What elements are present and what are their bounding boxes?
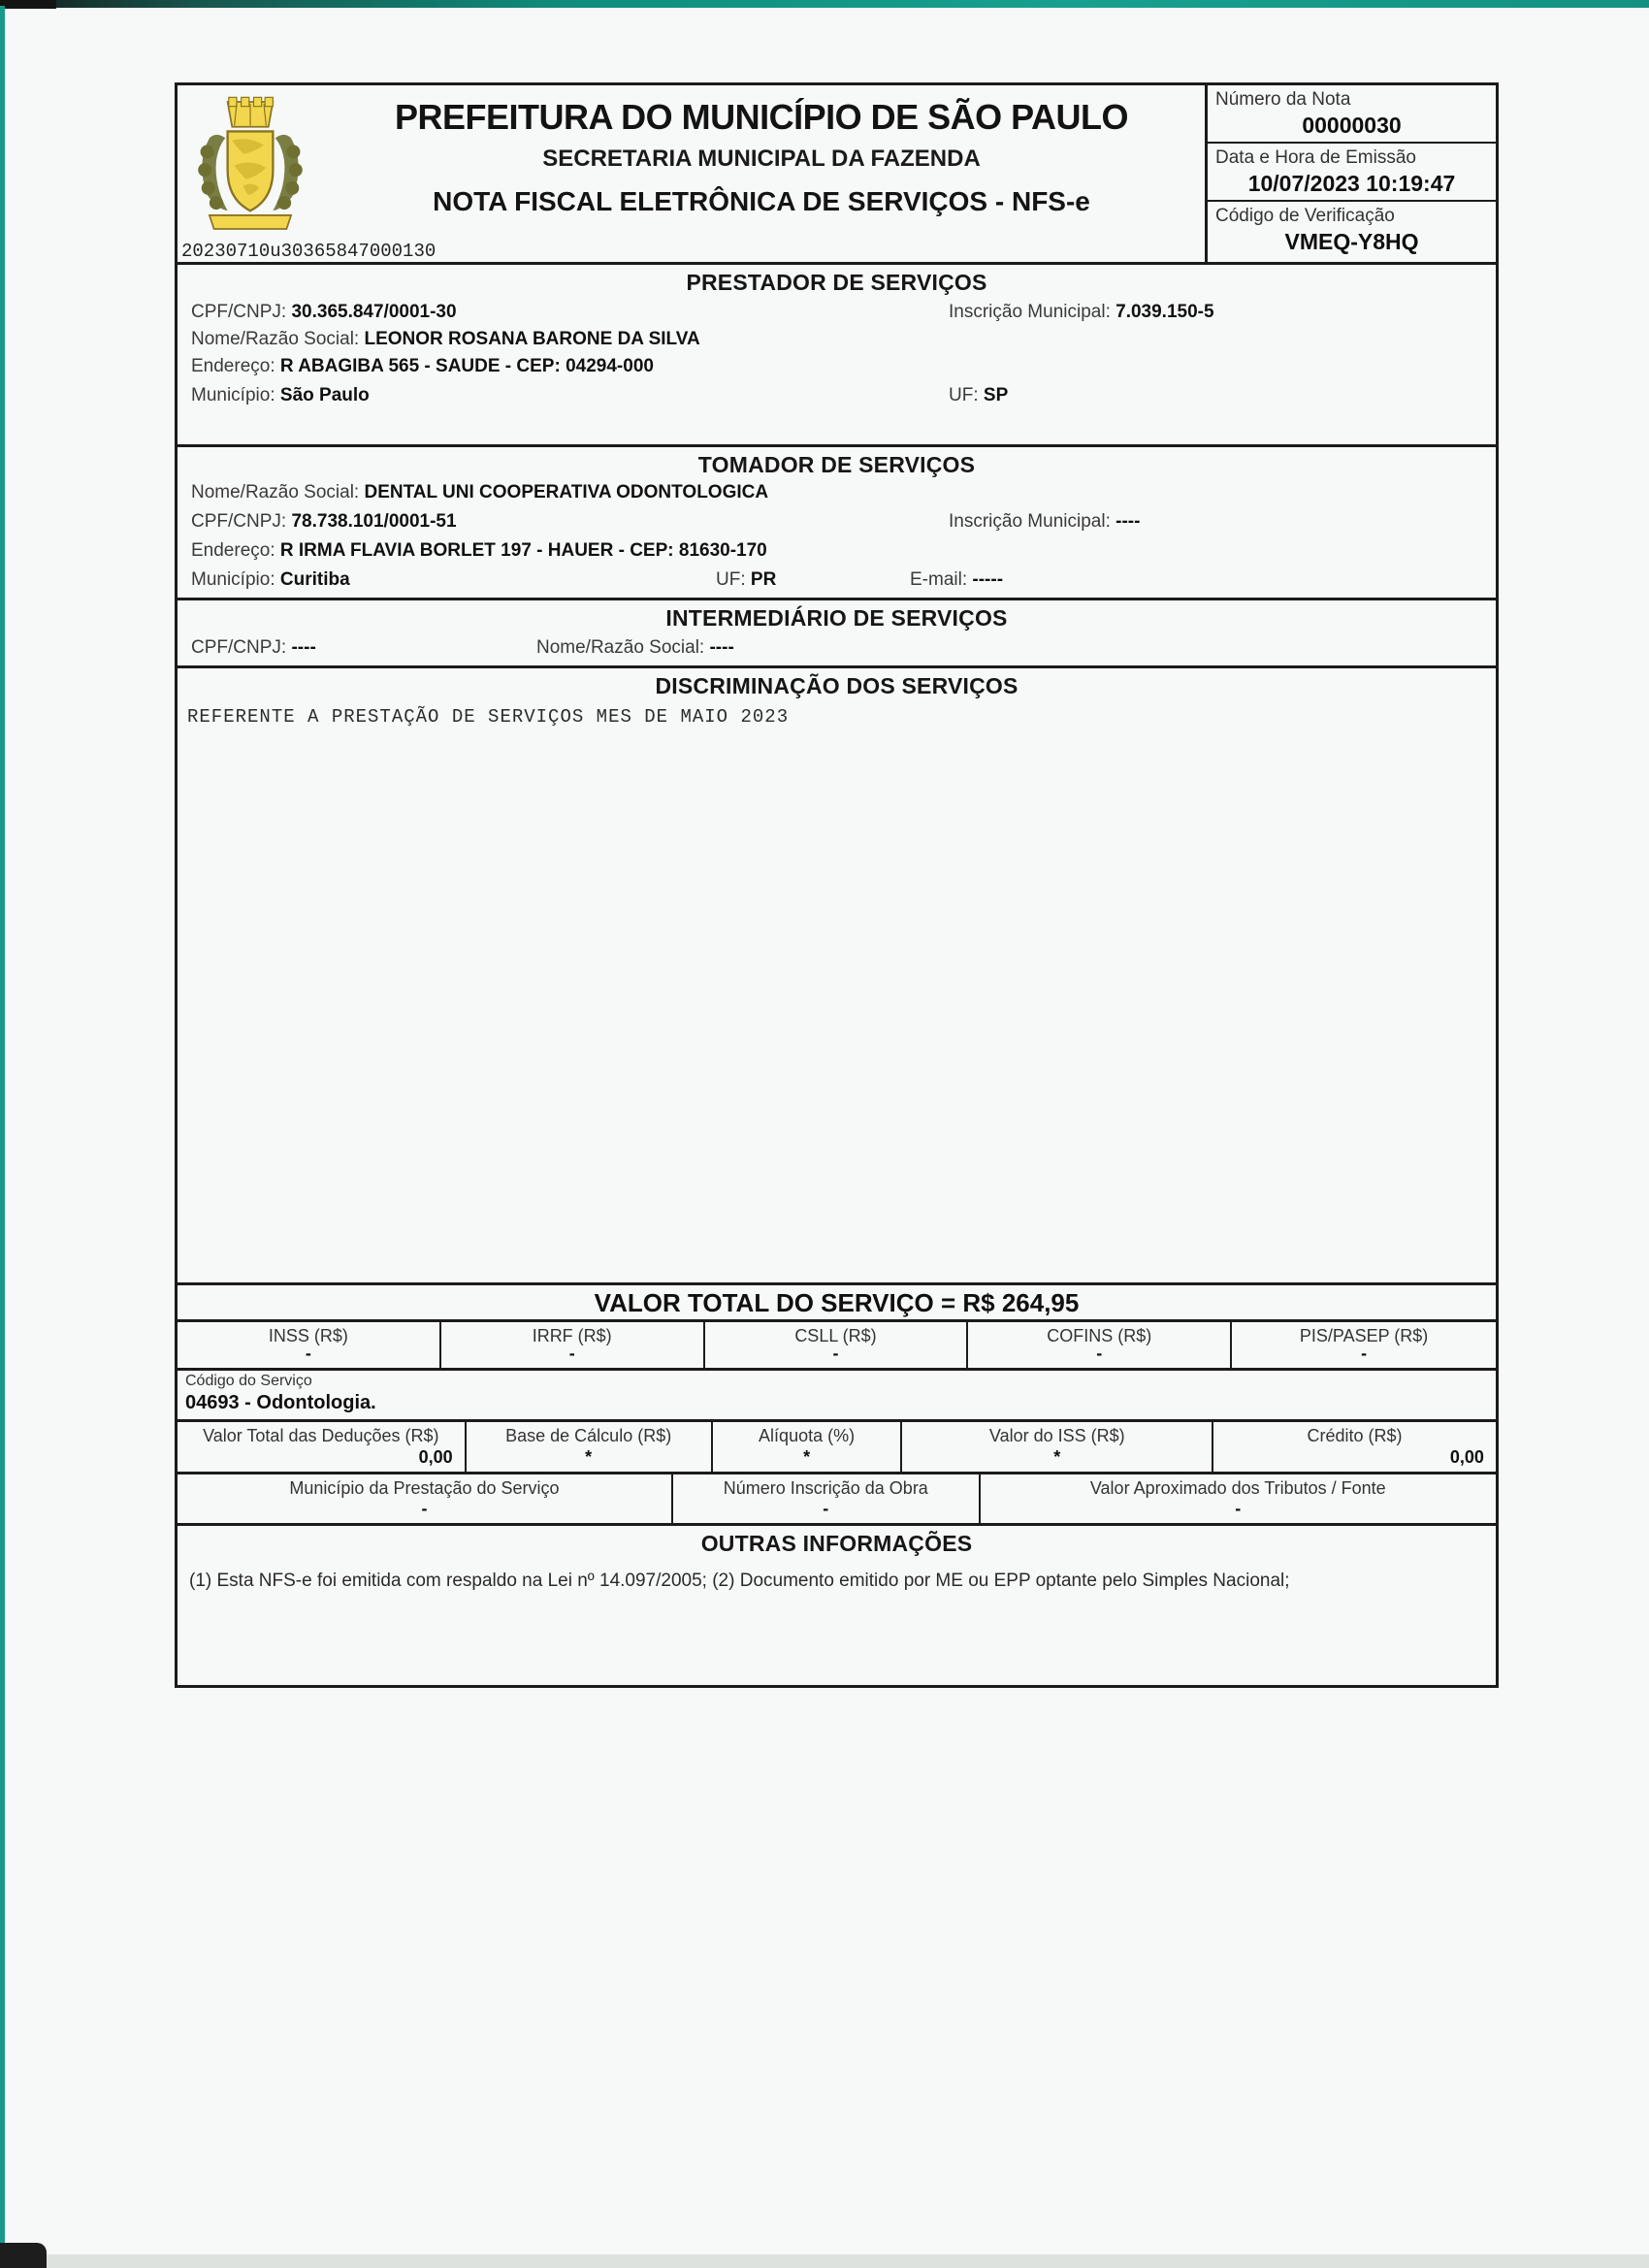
tomador-cpf-line [191, 511, 457, 533]
tomador-uf-label: UF: [716, 569, 746, 590]
inscricao-obra-label: Número Inscrição da Obra [723, 1478, 928, 1498]
tax-cell-pispasep [1232, 1322, 1496, 1368]
meta-row-codigo-verificacao [1208, 202, 1496, 258]
prestador-municipio-label: Município: [191, 385, 275, 405]
secretariat-subtitle: SECRETARIA MUNICIPAL DA FAZENDA [542, 146, 981, 172]
deducoes-row [178, 1419, 1496, 1472]
cofins-value: - [1096, 1344, 1103, 1363]
tomador-endereco-line [191, 540, 767, 562]
tomador-municipio-value: Curitiba [279, 569, 350, 590]
meta-row-numero [1208, 85, 1496, 144]
coat-of-arms-icon [191, 95, 309, 243]
prestador-uf-value: SP [983, 385, 1009, 405]
valor-total-bar: VALOR TOTAL DO SERVIÇO = R$ 264,95 [178, 1282, 1496, 1319]
scanner-corner-mark-bottom-left [0, 2243, 47, 2268]
tax-cell-csll [705, 1322, 969, 1368]
irrf-label: IRRF (R$) [532, 1326, 612, 1345]
invoice-header [178, 85, 1496, 262]
tax-cell-cofins [968, 1322, 1232, 1368]
outras-informacoes-section [178, 1523, 1496, 1685]
intermediario-section-title: INTERMEDIÁRIO DE SERVIÇOS [665, 605, 1008, 631]
outras-informacoes-text: (1) Esta NFS-e foi emitida com respaldo na Lei nº 14.097/2005; (2) Documento emitido por ME ou EPP optante pelo Simples Nacional; [189, 1571, 1290, 1591]
cell-inscricao-obra [673, 1474, 981, 1523]
municipio-prestacao-row [178, 1472, 1496, 1523]
tomador-im-value: ---- [1116, 511, 1141, 532]
prefecture-title: PREFEITURA DO MUNICÍPIO DE SÃO PAULO [394, 97, 1129, 137]
intermediario-cpf-line [191, 637, 316, 659]
intermediario-nome-value: ---- [709, 637, 734, 658]
cell-credito [1213, 1422, 1496, 1472]
cell-valor-iss [902, 1422, 1213, 1472]
codigo-verificacao-value: VMEQ-Y8HQ [1284, 229, 1419, 254]
numero-nota-label: Número da Nota [1215, 89, 1351, 110]
prestador-municipio-value: São Paulo [279, 385, 370, 405]
scanner-corner-mark-top-left [0, 0, 56, 9]
codigo-servico-label: Código do Serviço [185, 1373, 312, 1389]
tomador-im-line [949, 511, 1140, 533]
numero-nota-value: 00000030 [1302, 113, 1402, 138]
tomador-uf-line [716, 569, 776, 591]
data-emissao-label: Data e Hora de Emissão [1215, 147, 1416, 168]
scanner-edge-top [0, 0, 1649, 8]
nfse-invoice-document [175, 82, 1499, 1688]
discriminacao-text: REFERENTE A PRESTAÇÃO DE SERVIÇOS MES DE MAIO 2023 [187, 706, 790, 728]
tomador-municipio-line [191, 569, 350, 591]
intermediario-cpf-value: ---- [291, 637, 316, 658]
base-calculo-label: Base de Cálculo (R$) [505, 1426, 672, 1445]
meta-row-data-emissao [1208, 144, 1496, 202]
inscricao-obra-value: - [823, 1499, 829, 1518]
deducoes-label: Valor Total das Deduções (R$) [203, 1426, 439, 1445]
cell-aliquota [713, 1422, 903, 1472]
prestador-nome-value: LEONOR ROSANA BARONE DA SILVA [364, 329, 700, 349]
irrf-value: - [568, 1344, 575, 1363]
prestador-cpf-label: CPF/CNPJ: [191, 302, 287, 322]
codigo-verificacao-label: Código de Verificação [1215, 206, 1395, 226]
municipio-prestacao-label: Município da Prestação do Serviço [289, 1478, 560, 1498]
csll-value: - [832, 1344, 839, 1363]
prestador-nome-label: Nome/Razão Social: [191, 329, 360, 349]
tomador-uf-value: PR [750, 569, 777, 590]
scanner-edge-bottom [0, 2254, 1649, 2268]
tomador-endereco-label: Endereço: [191, 540, 275, 561]
tomador-nome-value: DENTAL UNI COOPERATIVA ODONTOLOGICA [364, 482, 769, 502]
prestador-section-title: PRESTADOR DE SERVIÇOS [686, 270, 987, 295]
tax-columns-row [178, 1319, 1496, 1368]
prestador-municipio-line [191, 385, 370, 406]
cofins-label: COFINS (R$) [1047, 1326, 1152, 1345]
prestador-cpf-line [191, 302, 457, 323]
csll-label: CSLL (R$) [794, 1326, 877, 1345]
tomador-section [178, 444, 1496, 598]
tomador-municipio-label: Município: [191, 569, 275, 590]
tax-cell-irrf [441, 1322, 705, 1368]
tributos-fonte-value: - [1235, 1499, 1242, 1518]
tomador-email-label: E-mail: [910, 569, 968, 590]
tax-cell-inss [178, 1322, 441, 1368]
deducoes-value: 0,00 [418, 1447, 453, 1467]
data-emissao-value: 10/07/2023 10:19:47 [1247, 171, 1456, 196]
tomador-cpf-label: CPF/CNPJ: [191, 511, 287, 532]
prestador-im-label: Inscrição Municipal: [949, 302, 1111, 322]
pispasep-label: PIS/PASEP (R$) [1299, 1326, 1429, 1345]
prestador-im-value: 7.039.150-5 [1116, 302, 1214, 322]
tomador-im-label: Inscrição Municipal: [949, 511, 1111, 532]
prestador-uf-line [949, 385, 1008, 406]
invoice-barcode-number: 20230710u30365847000130 [181, 241, 436, 262]
tomador-cpf-value: 78.738.101/0001-51 [291, 511, 457, 532]
inss-value: - [305, 1344, 311, 1363]
cell-tributos-fonte [981, 1474, 1496, 1523]
municipio-prestacao-value: - [421, 1499, 428, 1518]
aliquota-value: * [803, 1447, 811, 1467]
intermediario-nome-line [536, 637, 734, 659]
scanner-edge-left [0, 6, 5, 2247]
header-titles [323, 85, 1200, 217]
valor-iss-label: Valor do ISS (R$) [988, 1426, 1125, 1445]
tomador-email-line [910, 569, 1003, 591]
tomador-nome-label: Nome/Razão Social: [191, 482, 360, 502]
intermediario-cpf-label: CPF/CNPJ: [191, 637, 287, 658]
aliquota-label: Alíquota (%) [759, 1426, 856, 1445]
base-calculo-value: * [585, 1447, 593, 1467]
credito-label: Crédito (R$) [1307, 1426, 1403, 1445]
valor-iss-value: * [1053, 1447, 1061, 1467]
tomador-section-title: TOMADOR DE SERVIÇOS [697, 452, 976, 477]
intermediario-nome-label: Nome/Razão Social: [536, 637, 705, 658]
prestador-endereco-label: Endereço: [191, 356, 275, 376]
credito-value: 0,00 [1449, 1447, 1484, 1467]
codigo-servico-value: 04693 - Odontologia. [185, 1392, 376, 1413]
outras-informacoes-title: OUTRAS INFORMAÇÕES [700, 1531, 973, 1556]
prestador-endereco-value: R ABAGIBA 565 - SAUDE - CEP: 04294-000 [279, 356, 654, 376]
prestador-im-line [949, 302, 1214, 323]
document-type-title: NOTA FISCAL ELETRÔNICA DE SERVIÇOS - NFS-e [433, 186, 1090, 216]
prestador-cpf-value: 30.365.847/0001-30 [291, 302, 457, 322]
discriminacao-section [178, 665, 1496, 1282]
tomador-endereco-value: R IRMA FLAVIA BORLET 197 - HAUER - CEP: 81630-170 [279, 540, 767, 561]
inss-label: INSS (R$) [268, 1326, 348, 1345]
codigo-servico-section [178, 1368, 1496, 1419]
invoice-meta-box [1205, 85, 1496, 262]
tomador-nome-line [191, 482, 768, 503]
cell-base-calculo [467, 1422, 713, 1472]
prestador-nome-line [191, 329, 700, 350]
prestador-section [178, 262, 1496, 444]
cell-deducoes [178, 1422, 467, 1472]
pispasep-value: - [1361, 1344, 1368, 1363]
prestador-uf-label: UF: [949, 385, 979, 405]
prestador-endereco-line [191, 356, 654, 377]
cell-municipio-prestacao [178, 1474, 673, 1523]
sao-paulo-coat-of-arms-logo [191, 95, 309, 243]
tomador-email-value: ----- [972, 569, 1004, 590]
tributos-fonte-label: Valor Aproximado dos Tributos / Fonte [1089, 1478, 1386, 1498]
discriminacao-section-title: DISCRIMINAÇÃO DOS SERVIÇOS [655, 673, 1018, 698]
intermediario-section [178, 598, 1496, 665]
